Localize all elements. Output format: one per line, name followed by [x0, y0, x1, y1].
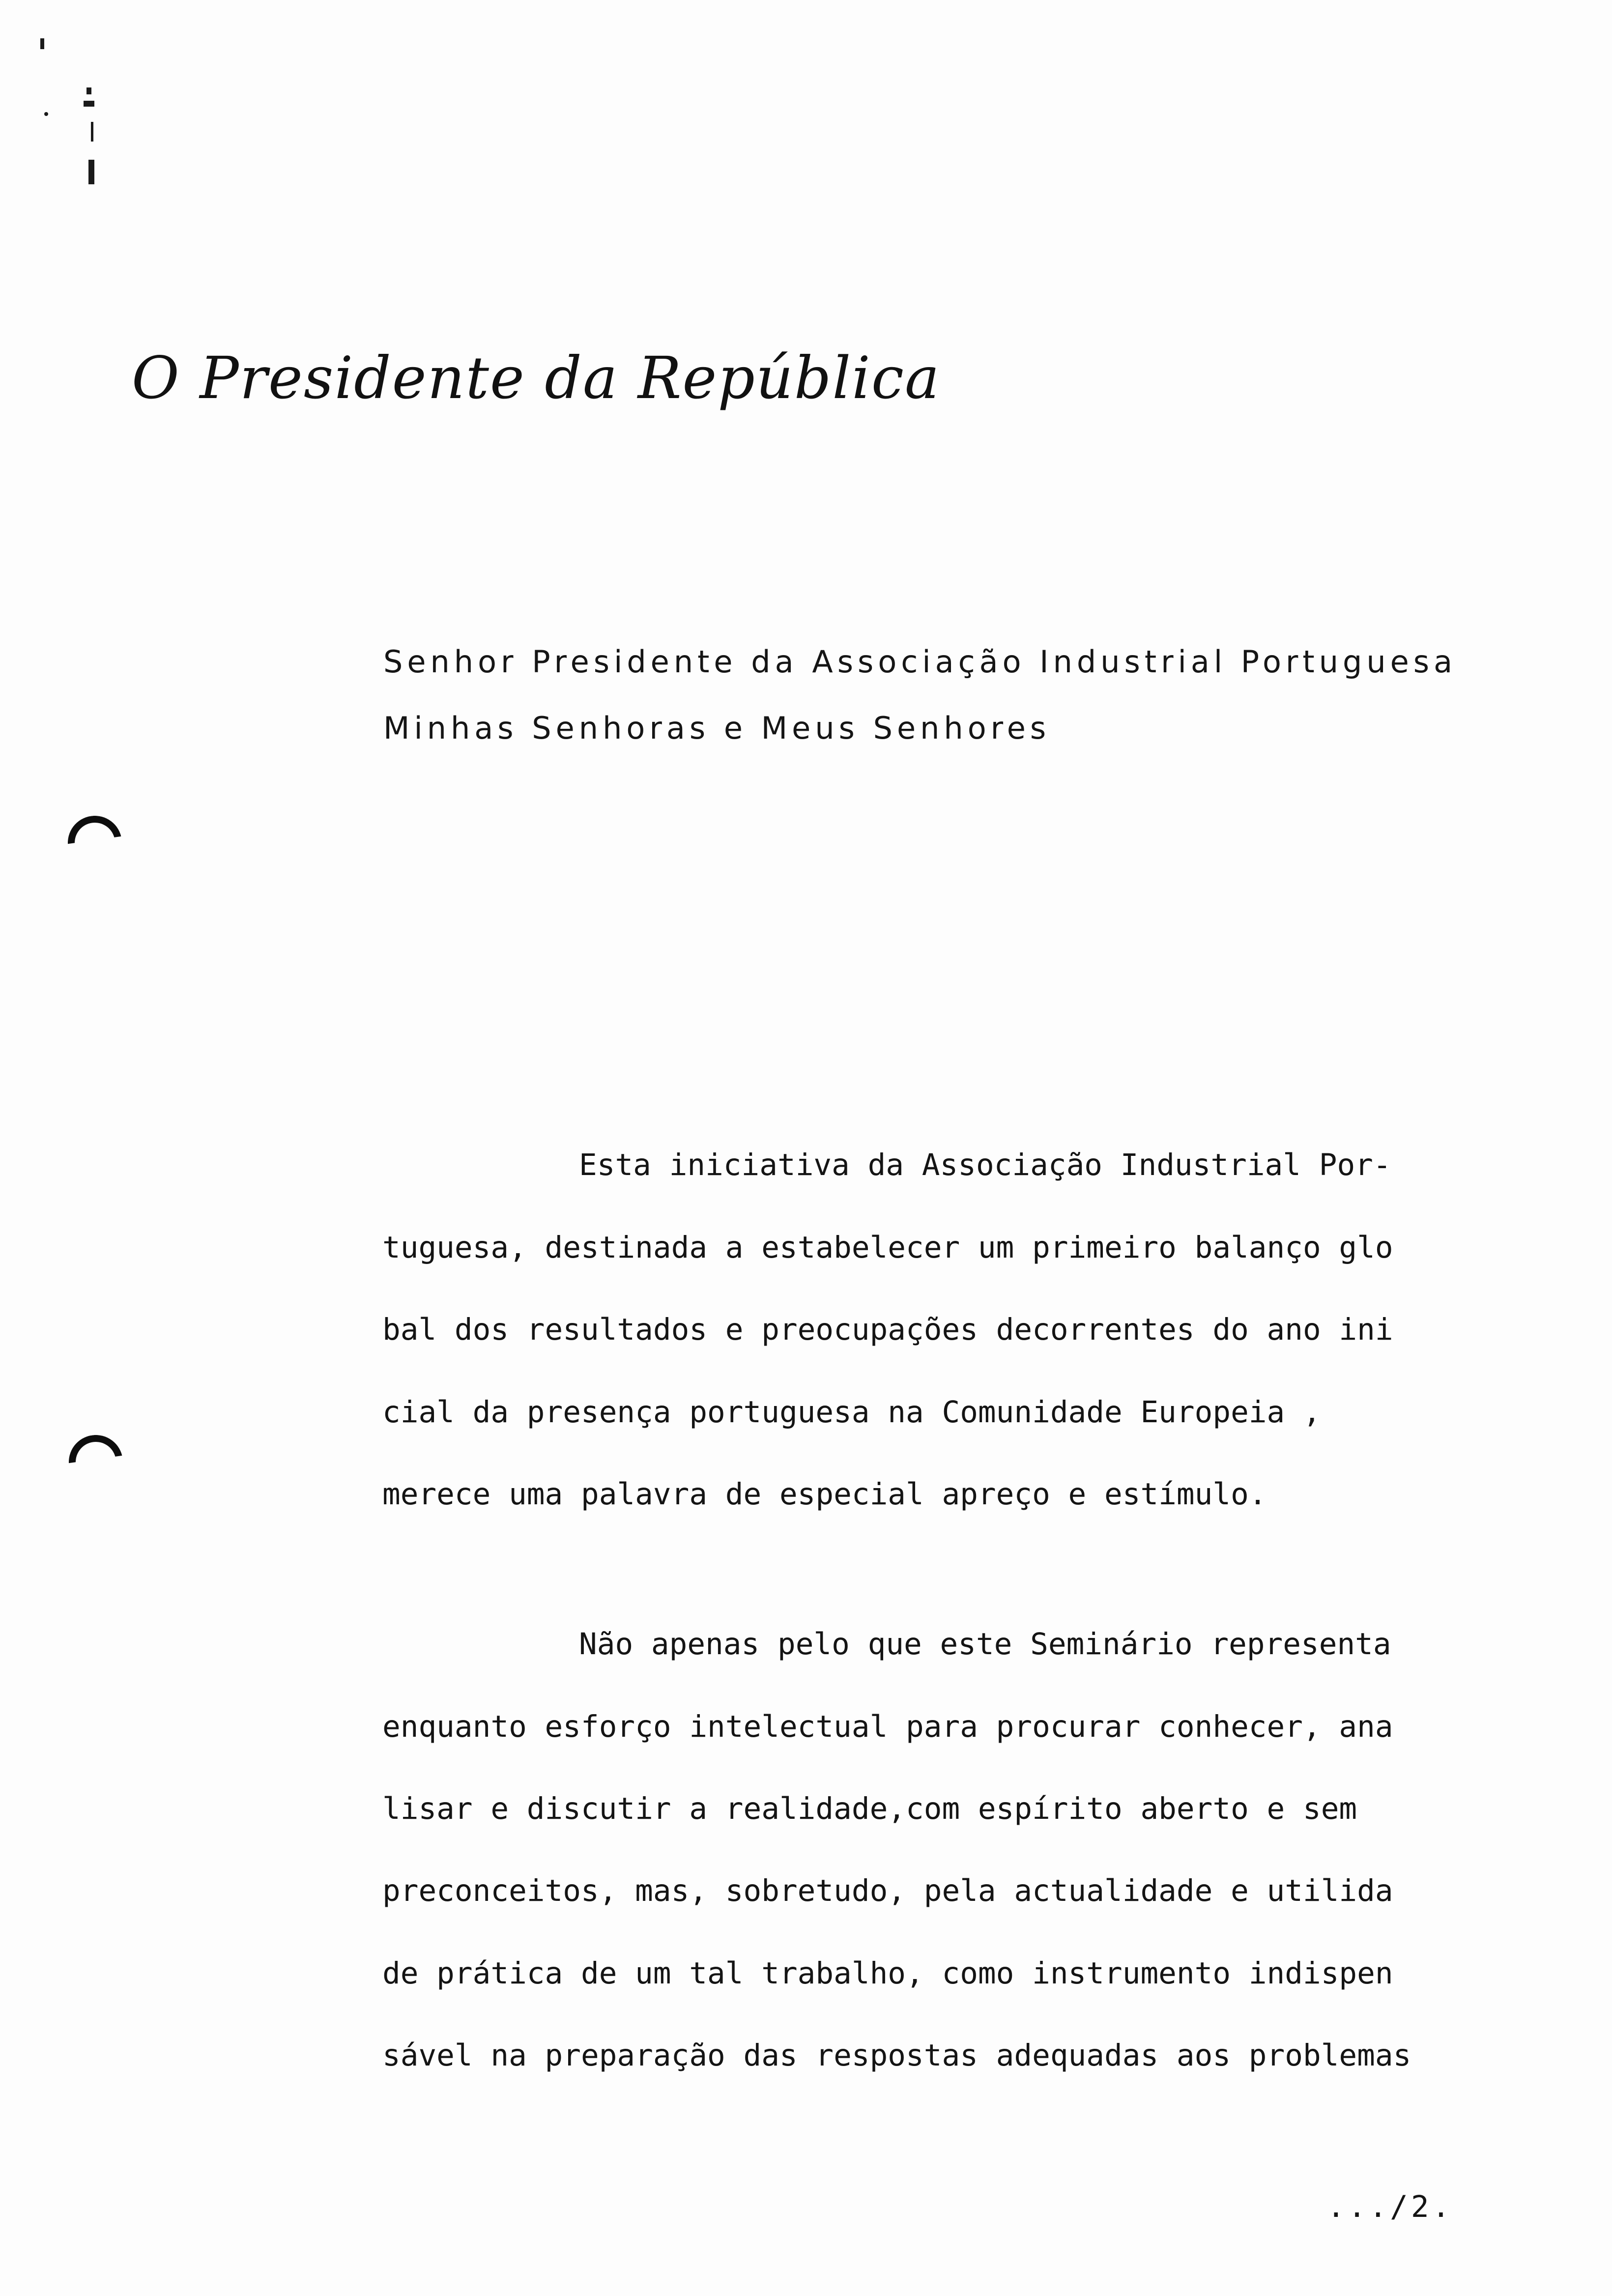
salutation-line: Senhor Presidente da Associação Industrial Portuguesa: [383, 644, 1457, 680]
paragraph-1-line: Esta iniciativa da Associação Industrial Por-: [579, 1148, 1391, 1182]
binding-mark: [40, 38, 44, 49]
punch-hole-mark: [64, 812, 125, 873]
paragraph-2-line: sável na preparação das respostas adequadas aos problemas: [382, 2038, 1411, 2073]
paragraph-2-line: preconceitos, mas, sobretudo, pela actualidade e utilida: [382, 1873, 1393, 1908]
punch-hole-mark: [65, 1432, 126, 1492]
binding-mark: [84, 101, 94, 107]
paragraph-2-line: enquanto esforço intelectual para procurar conhecer, ana: [382, 1709, 1393, 1744]
binding-mark: [44, 112, 48, 116]
paragraph-1-line: bal dos resultados e preocupações decorrentes do ano ini: [382, 1312, 1393, 1347]
paragraph-2-line: Não apenas pelo que este Seminário representa: [579, 1627, 1391, 1662]
paragraph-1-line: merece uma palavra de especial apreço e estímulo.: [382, 1477, 1267, 1512]
page-continuation-marker: .../2.: [1327, 2189, 1453, 2224]
paragraph-2-line: de prática de um tal trabalho, como instrumento indispen: [382, 1956, 1393, 1991]
letterhead-title: O Presidente da República: [132, 344, 941, 412]
binding-mark: [88, 160, 94, 184]
paragraph-1-line: tuguesa, destinada a estabelecer um primeiro balanço glo: [382, 1230, 1393, 1265]
paragraph-1-line: cial da presença portuguesa na Comunidade Europeia ,: [382, 1395, 1321, 1430]
binding-mark: [86, 87, 91, 94]
salutation-line: Minhas Senhoras e Meus Senhores: [383, 710, 1051, 746]
binding-mark: [91, 122, 93, 142]
paragraph-2-line: lisar e discutir a realidade,com espírito aberto e sem: [382, 1791, 1357, 1826]
